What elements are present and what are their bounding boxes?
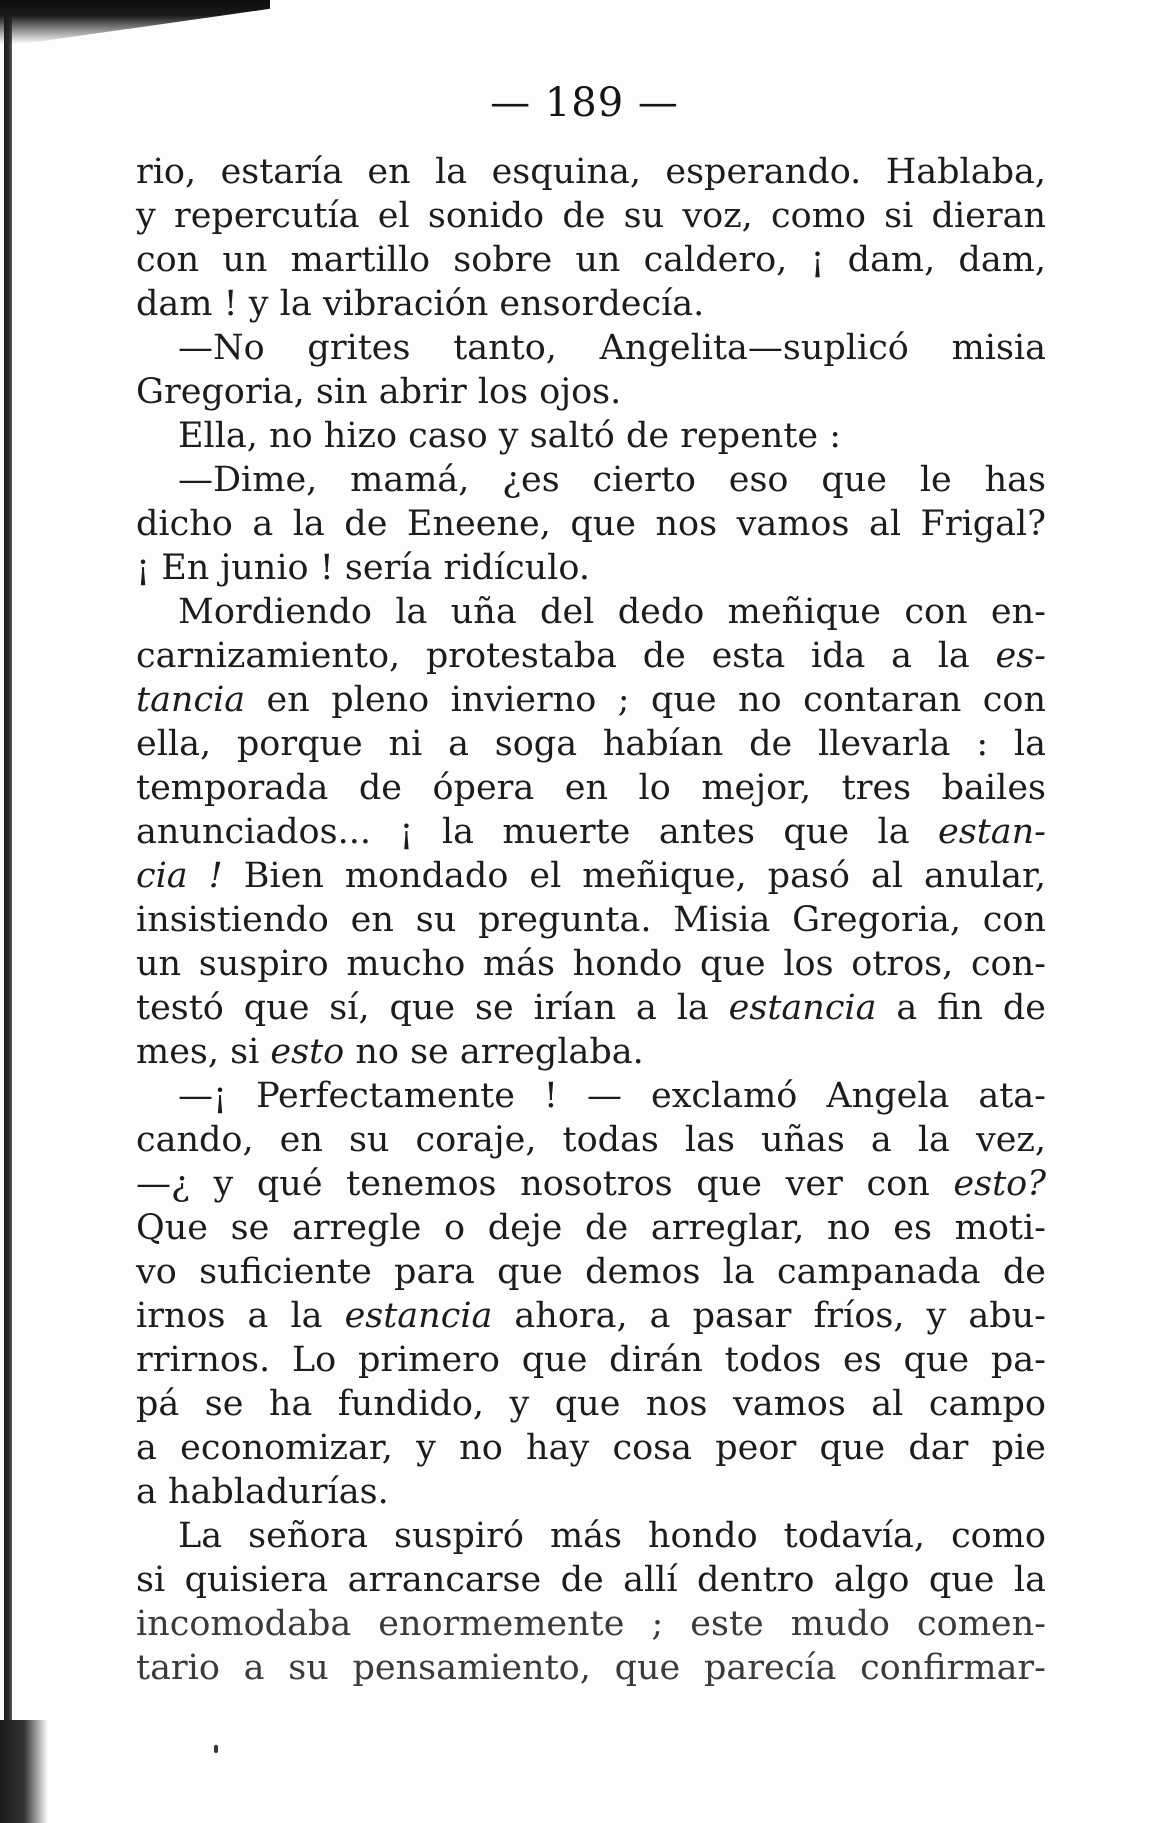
text-line: —Dime, mamá, ¿es cierto eso que le has bbox=[178, 460, 1046, 500]
text-line: mes, si esto no se arreglaba. bbox=[136, 1032, 644, 1072]
text-line: —¡ Perfectamente ! — exclamó Angela ata- bbox=[178, 1076, 1046, 1116]
binding-edge-top bbox=[0, 0, 270, 44]
text-line: carnizamiento, protestaba de esta ida a la es- bbox=[136, 636, 1046, 676]
text-line: cia ! Bien mondado el meñique, pasó al anular, bbox=[136, 856, 1047, 896]
text-line: Ella, no hizo caso y saltó de repente : bbox=[178, 416, 842, 456]
text-line: si quisiera arrancarse de allí dentro algo que la bbox=[136, 1560, 1046, 1600]
text-line: —No grites tanto, Angelita—suplicó misia bbox=[178, 328, 1046, 368]
text-line: tancia en pleno invierno ; que no contaran con bbox=[136, 680, 1046, 720]
text-line: ella, porque ni a soga habían de llevarla : la bbox=[136, 724, 1046, 764]
text-line: irnos a la estancia ahora, a pasar fríos, y abu- bbox=[136, 1296, 1046, 1336]
text-line: vo suficiente para que demos la campanada de bbox=[136, 1252, 1046, 1292]
binding-edge bbox=[4, 8, 12, 1823]
text-line: anunciados... ¡ la muerte antes que la estan- bbox=[136, 812, 1046, 852]
text-line: y repercutía el sonido de su voz, como si dieran bbox=[136, 196, 1046, 236]
text-line: ¡ En junio ! sería ridículo. bbox=[136, 548, 590, 588]
text-line: rrirnos. Lo primero que dirán todos es que pa- bbox=[136, 1340, 1046, 1380]
text-line: insistiendo en su pregunta. Misia Gregoria, con bbox=[136, 900, 1046, 940]
text-line: un suspiro mucho más hondo que los otros, con- bbox=[136, 944, 1046, 984]
text-line: Que se arregle o deje de arreglar, no es moti- bbox=[136, 1208, 1046, 1248]
text-line: incomodaba enormemente ; este mudo comen- bbox=[136, 1604, 1046, 1644]
text-line: —¿ y qué tenemos nosotros que ver con esto? bbox=[136, 1164, 1046, 1204]
text-line: con un martillo sobre un caldero, ¡ dam, dam, bbox=[136, 240, 1046, 280]
text-line: pá se ha fundido, y que nos vamos al campo bbox=[136, 1384, 1046, 1424]
text-line: Gregoria, sin abrir los ojos. bbox=[136, 372, 622, 412]
ink-speck bbox=[214, 1745, 218, 1753]
text-line: La señora suspiró más hondo todavía, como bbox=[178, 1516, 1046, 1556]
text-line: Mordiendo la uña del dedo meñique con en- bbox=[178, 592, 1046, 632]
text-line: a economizar, y no hay cosa peor que dar pie bbox=[136, 1428, 1046, 1468]
text-line: cando, en su coraje, todas las uñas a la vez, bbox=[136, 1120, 1046, 1160]
text-line: dam ! y la vibración ensordecía. bbox=[136, 284, 705, 324]
text-line: tario a su pensamiento, que parecía confirmar- bbox=[136, 1648, 1046, 1688]
text-line: temporada de ópera en lo mejor, tres bailes bbox=[136, 768, 1046, 808]
text-line: dicho a la de Eneene, que nos vamos al Frigal? bbox=[136, 504, 1046, 544]
text-line: a habladurías. bbox=[136, 1472, 389, 1512]
text-line: rio, estaría en la esquina, esperando. Hablaba, bbox=[136, 152, 1046, 192]
page-number: — 189 — bbox=[490, 80, 679, 126]
binding-edge-bottom bbox=[0, 1720, 48, 1823]
body-text bbox=[136, 150, 1046, 1690]
text-line: testó que sí, que se irían a la estancia a fin de bbox=[136, 988, 1047, 1028]
